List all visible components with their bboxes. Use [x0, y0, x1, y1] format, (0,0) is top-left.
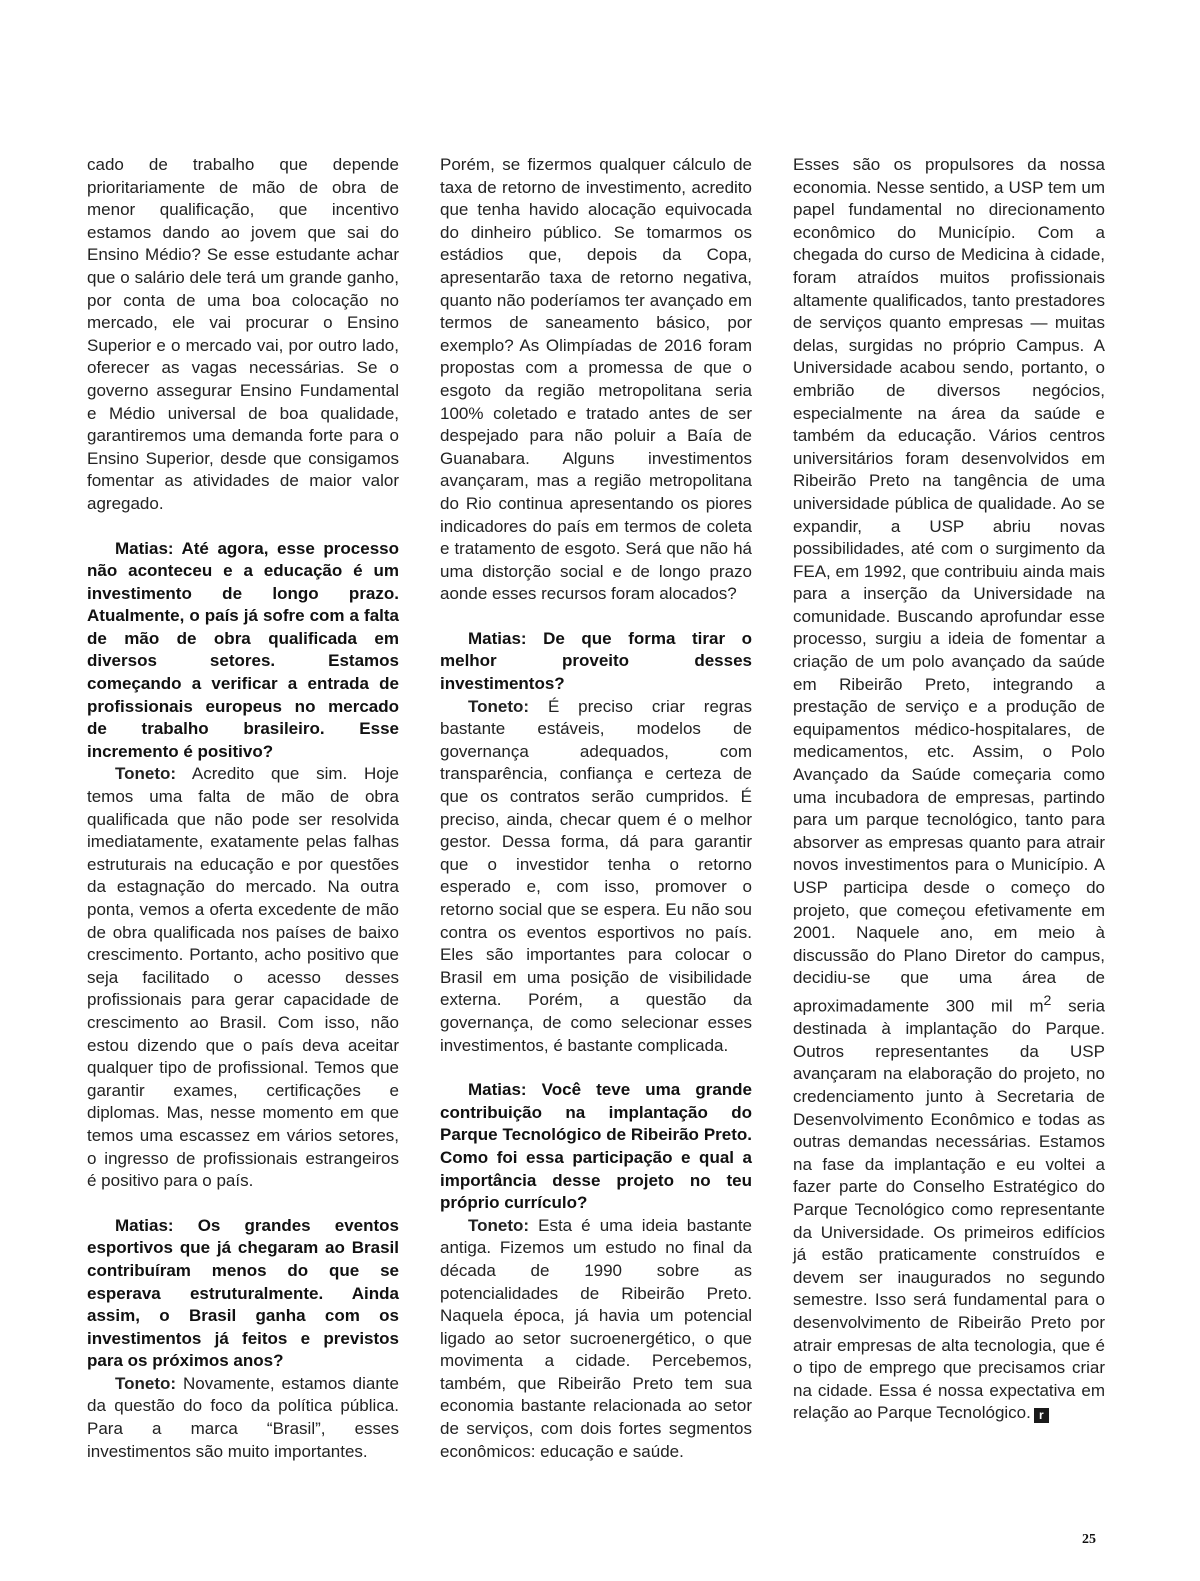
body-paragraph: Porém, se fizermos qualquer cálculo de taxa de retorno de investimento, acredito que tenha havido alocação equivocada do dinheiro público. Se tomarmos os estádios que, depois da Copa, apresentarão taxa de retorno negativa, quanto não poderíamos ter avançado em termos de saneamento básico, por exemplo? As Olimpíadas de 2016 foram propostas com a promessa de que o esgoto da região metropolitana seria 100% coletado e tratado antes de ser despejado para não poluir a Baía de Guanabara. Alguns investimentos avançaram, mas a região metropolitana do Rio continua apresentando os piores indicadores do país em termos de coleta e tratamento de esgoto. Será que não há uma distorção social e de longo prazo aonde esses recursos foram alocados? — [440, 155, 752, 604]
speaker-label: Toneto: — [468, 1215, 530, 1235]
interview-question: Matias: Os grandes eventos esportivos que já chegaram ao Brasil contribuíram menos do que se esperava estruturalmente. Ainda assim, o Brasil ganha com os investimentos já feitos e previstos para os próximos anos? — [87, 1215, 399, 1371]
paragraph-gap — [87, 1193, 399, 1215]
text-column-3 — [793, 154, 1105, 1425]
speaker-label: Toneto: — [115, 764, 177, 784]
body-text: seria destinada à implantação do Parque. Outros representantes da USP avançaram na elaboração do projeto, no credenciamento junto à Secretaria de Desenvolvimento Econômico e todas as outras demandas necessárias. Estamos na fase da implantação e eu voltei a fazer parte do Conselho Estratégico do Parque Tecnológico como representante da Universidade. Os primeiros edifícios já estão praticamente construídos e devem ser inaugurados no segundo semestre. Isso será fundamental para o desenvolvimento de Ribeirão Preto por atrair empresas de alta tecnologia, que é o tipo de emprego que precisamos criar na cidade. Essa é nossa expectativa em relação ao Parque Tecnológico. — [793, 996, 1105, 1423]
interview-answer — [440, 1215, 752, 1464]
paragraph-gap — [440, 606, 752, 628]
end-of-article-mark: r — [1034, 1408, 1049, 1423]
paragraph-gap — [87, 516, 399, 538]
answer-text: É preciso criar regras bastante estáveis, modelos de governança adequados, com transparência, confiança e certeza de que os contratos serão cumpridos. É preciso, ainda, checar quem é o melhor gestor. Dessa forma, dá para garantir que o investidor tenha o retorno esperado e, com isso, promover o retorno social que se espera. Eu não sou contra os eventos esportivos no país. Eles são importantes para colocar o Brasil em uma posição de visibilidade externa. Porém, a questão da governança, de como selecionar esses investimentos, é bastante complicada. — [440, 696, 752, 1055]
answer-text: Novamente, estamos diante da questão do foco da política pública. Para a marca “Brasil”, esses investimentos são muito importantes. — [87, 1373, 399, 1461]
interview-question: Matias: De que forma tirar o melhor proveito desses investimentos? — [440, 628, 752, 694]
paragraph-gap — [440, 1057, 752, 1079]
speaker-label: Toneto: — [468, 696, 530, 716]
interview-answer — [87, 1373, 399, 1463]
text-column-1 — [87, 154, 399, 1463]
answer-text: Esta é uma ideia bastante antiga. Fizemos um estudo no final da década de 1990 sobre as potencialidades de Ribeirão Preto. Naquela época, já havia um potencial ligado ao setor sucroenergético, o que movimenta a cidade. Percebemos, também, que Ribeirão Preto tem sua economia bastante relacionada ao setor de serviços, com dois fortes segmentos econômicos: educação e saúde. — [440, 1215, 752, 1461]
interview-question: Matias: Até agora, esse processo não aconteceu e a educação é um investimento de longo prazo. Atualmente, o país já sofre com a falta de mão de obra qualificada em diversos setores. Estamos começando a verificar a entrada de profissionais europeus no mercado de trabalho brasileiro. Esse incremento é positivo? — [87, 538, 399, 761]
interview-question: Matias: Você teve uma grande contribuição na implantação do Parque Tecnológico de Ribeirão Preto. Como foi essa participação e qual a importância desse projeto no teu próprio currículo? — [440, 1080, 752, 1213]
interview-answer — [440, 696, 752, 1058]
page-number: 25 — [1082, 1532, 1096, 1547]
body-text: Esses são os propulsores da nossa economia. Nesse sentido, a USP tem um papel fundamental no direcionamento econômico do Município. Com a chegada do curso de Medicina à cidade, foram atraídos muitos profissionais altamente qualificados, tanto prestadores de serviços quanto empresas — muitas delas, surgidas no próprio Campus. A Universidade acabou sendo, portanto, o embrião de diversos negócios, especialmente na área da saúde e também da educação. Vários centros universitários foram desenvolvidos em Ribeirão Preto na tangência de uma universidade pública de qualidade. Ao se expandir, a USP abriu novas possibilidades, até com o surgimento da FEA, em 1992, que contribuiu ainda mais para a inserção da Universidade na comunidade. Buscando aprofundar esse processo, surgiu a ideia de fomentar a criação de um polo avançado da saúde em Ribeirão Preto, integrando a prestação de serviço e a produção de equipamentos médico-hospitalares, de medicamentos, etc. Assim, o Polo Avançado da Saúde começaria como uma incubadora de empresas, partindo para um parque tecnológico, tanto para absorver as empresas quanto para atrair novos investimentos para o Município. A USP participa desde o começo do projeto, que começou efetivamente em 2001. Naquele ano, em meio à discussão do Plano Diretor do campus, decidiu-se que uma área de aproximadamente 300 mil m — [793, 155, 1105, 1016]
body-paragraph — [793, 154, 1105, 1425]
body-paragraph: cado de trabalho que depende prioritariamente de mão de obra de menor qualificação, que incentivo estamos dando ao jovem que sai do Ensino Médio? Se esse estudante achar que o salário dele terá um grande ganho, por conta de uma boa colocação no mercado, ele vai procurar o Ensino Superior e o mercado vai, por outro lado, oferecer as vagas necessárias. Se o governo assegurar Ensino Fundamental e Médio universal de boa qualidade, garantiremos uma demanda forte para o Ensino Superior, desde que consigamos fomentar as atividades de maior valor agregado. — [87, 155, 399, 513]
answer-text: Acredito que sim. Hoje temos uma falta de mão de obra qualificada que não pode ser resolvida imediatamente, exatamente pelas falhas estruturais na educação e por questões da estagnação do mercado. Na outra ponta, vemos a oferta excedente de mão de obra qualificada nos países de baixo crescimento. Portanto, acho positivo que seja facilitado o acesso desses profissionais para gerar capacidade de crescimento ao Brasil. Com isso, não estou dizendo que o país deva aceitar qualquer tipo de profissional. Temos que garantir exames, certificações e diplomas. Mas, nesse momento em que temos uma escassez em vários setores, o ingresso de profissionais estrangeiros é positivo para o país. — [87, 764, 399, 1191]
speaker-label: Toneto: — [115, 1373, 177, 1393]
superscript: 2 — [1043, 992, 1052, 1009]
interview-answer — [87, 763, 399, 1192]
text-column-2 — [440, 154, 752, 1463]
